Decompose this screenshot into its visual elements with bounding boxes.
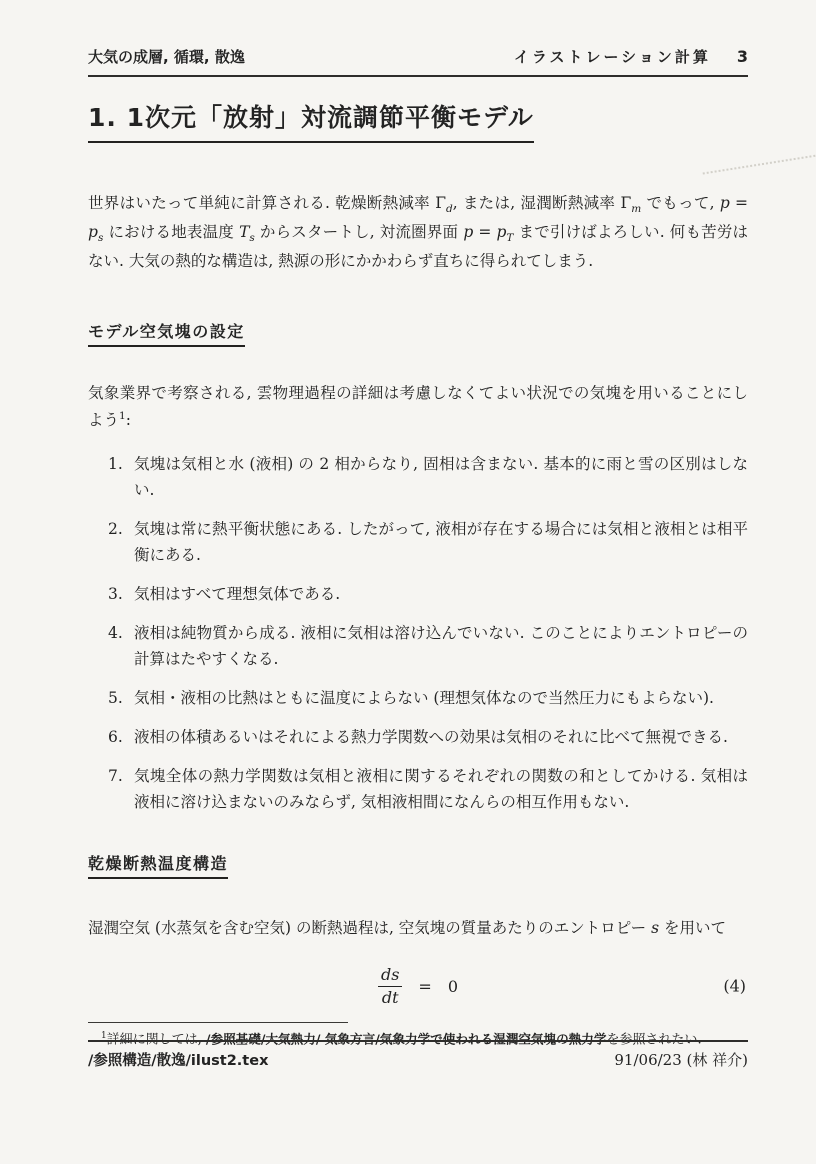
equation-rhs: 0	[447, 976, 459, 996]
assumption-text: 気塊は常に熱平衡状態にある. したがって, 液相が存在する場合には気相と液相とは相平衡にある.	[134, 520, 748, 565]
equation-number: (4)	[723, 976, 746, 996]
assumption-number: 2.	[108, 520, 123, 539]
assumption-item	[88, 620, 748, 672]
subsection-title-model-parcel: モデル空気塊の設定	[88, 319, 245, 347]
equation-4	[88, 958, 748, 1014]
setup-intro-paragraph: 気象業界で考察される, 雲物理過程の詳細は考慮しなくてよい状況での気塊を用いることにしよう$^1$:	[88, 383, 748, 430]
subsection-title-dry-adiabat: 乾燥断熱温度構造	[88, 851, 228, 879]
page-footer	[88, 1040, 748, 1070]
assumption-text: 気塊は気相と水 (液相) の 2 相からなり, 固相は含まない. 基本的に雨と雪の区別はしない.	[134, 455, 748, 500]
assumption-item	[88, 516, 748, 568]
equation-relation: =	[418, 976, 432, 996]
assumption-text: 気相はすべて理想気体である.	[134, 585, 341, 604]
assumption-text: 液相の体積あるいはそれによる熱力学関数への効果は気相のそれに比べて無視できる.	[134, 728, 728, 747]
intro-paragraph: 世界はいたって単純に計算される. 乾燥断熱減率 $\Gamma_d$, または, 湿潤断熱減率 $\Gamma_m$ でもって, $p = p_s$ における地表温度 $T_s$ からスタートし, 対流圏界面 $p = p_T$ まで引けばよろしい. 何も苦労はない. 大気の熱的な構造は, 熱源の形にかかわらず直ちに得られてしまう.	[88, 193, 748, 270]
fraction-denominator: dt	[381, 987, 399, 1007]
assumption-number: 3.	[108, 585, 123, 604]
footnote-rule	[88, 1022, 348, 1023]
section-title: 1. 1次元「放射」対流調節平衡モデル	[88, 98, 534, 143]
assumption-number: 4.	[108, 624, 123, 643]
running-header-left: 大気の成層, 循環, 散逸	[88, 48, 245, 66]
assumption-number: 6.	[108, 728, 123, 747]
assumption-item	[88, 763, 748, 815]
assumption-list	[88, 451, 748, 815]
footer-file-path: /参照構造/散逸/ilust2.tex	[88, 1053, 269, 1069]
assumption-item	[88, 724, 748, 750]
assumption-text: 気塊全体の熱力学関数は気相と液相に関するそれぞれの関数の和としてかける. 気相は液相に溶け込まないのみならず, 気相液相間になんらの相互作用もない.	[134, 767, 748, 812]
assumption-number: 5.	[108, 689, 123, 708]
assumption-text: 気相・液相の比熱はともに温度によらない (理想気体なので当然圧力にもよらない).	[134, 689, 714, 708]
running-header-title: イラストレーション計算	[513, 48, 711, 66]
assumption-item	[88, 685, 748, 711]
assumption-number: 1.	[108, 455, 123, 473]
assumption-text: 液相は純物質から成る. 液相に気相は溶け込んでいない. このことによりエントロピーの計算はたやすくなる.	[134, 624, 748, 669]
assumption-number: 7.	[108, 767, 123, 786]
footnote-text: $^1$詳細に関しては, /参照基礎/大気熱力/ 気象方言/気象力学で使われる湿潤空気塊の熱力学を参照されたい.	[101, 1031, 702, 1048]
page-number: 3	[736, 47, 748, 66]
page-content	[88, 46, 748, 1050]
running-header	[88, 46, 748, 77]
assumption-item	[88, 581, 748, 607]
fraction-ds-dt	[378, 965, 402, 1008]
assumption-item	[88, 451, 748, 503]
running-header-right	[514, 46, 748, 67]
spiral-binding-strip	[0, 0, 48, 1164]
dry-adiabat-paragraph: 湿潤空気 (水蒸気を含む空気) の断熱過程は, 空気塊の質量あたりのエントロピー s を用いて	[88, 918, 727, 937]
footer-date-author: 91/06/23 (林 祥介)	[614, 1051, 748, 1069]
fraction-numerator: ds	[378, 965, 402, 987]
